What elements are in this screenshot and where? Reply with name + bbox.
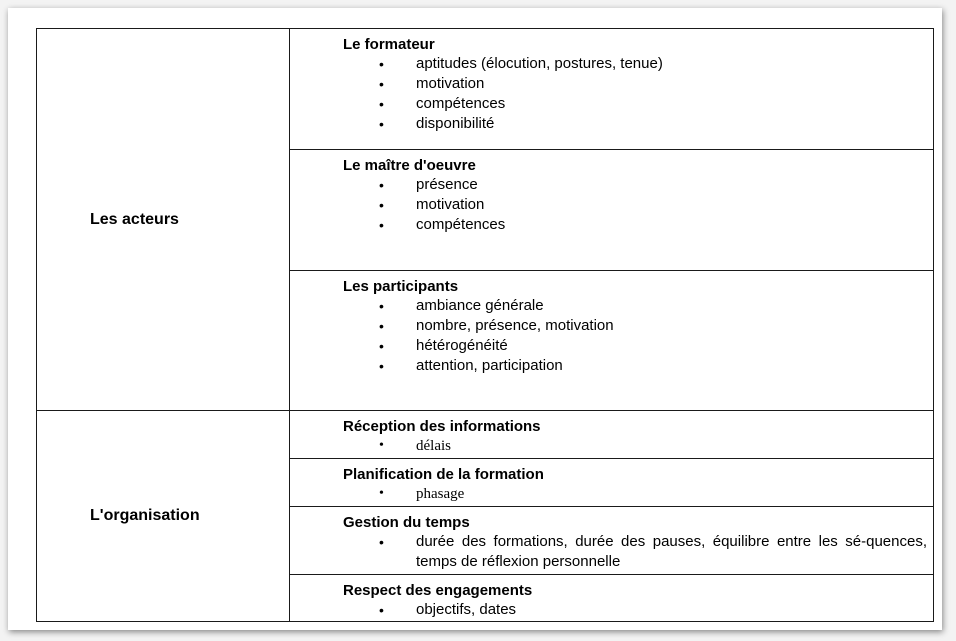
group-cell-planification (290, 459, 934, 507)
group-title: Respect des engagements (343, 582, 533, 599)
table-row (37, 411, 934, 459)
section-label-cell (37, 29, 290, 411)
document-page (8, 8, 942, 630)
list-item: • objectifs, dates (379, 601, 517, 618)
group-cell-reception (290, 411, 934, 459)
list-item: • présence (379, 176, 478, 193)
bullet-icon: • (379, 602, 384, 618)
list-item: • nombre, présence, motivation (379, 317, 614, 334)
list-item: • compétences (379, 216, 506, 233)
group-title: Gestion du temps (343, 514, 470, 531)
list-item: • durée des formations, durée des pauses, équilibre entre les sé-quences, temps de réflexion personnelle (379, 533, 927, 570)
section-label-organisation: L'organisation (90, 507, 200, 524)
table-row (37, 29, 934, 150)
list-item: • phasage (379, 486, 465, 502)
list-item: • compétences (379, 95, 506, 112)
list-item: • hétérogénéité (379, 337, 508, 354)
list-item: • ambiance générale (379, 297, 544, 314)
bullet-icon: • (379, 197, 384, 213)
group-title: Le maître d'oeuvre (343, 157, 476, 174)
bullet-icon: • (379, 56, 384, 72)
list-item: • attention, participation (379, 357, 563, 374)
group-cell-gestion-temps (290, 507, 934, 575)
list-item: • délais (379, 438, 451, 454)
bullet-icon: • (379, 298, 384, 314)
group-cell-formateur (290, 29, 934, 150)
group-cell-participants (290, 271, 934, 411)
group-title: Les participants (343, 278, 459, 295)
group-title: Réception des informations (343, 418, 541, 435)
list-item: • aptitudes (élocution, postures, tenue) (379, 55, 663, 72)
bullet-icon: • (379, 96, 384, 112)
list-item: • motivation (379, 75, 485, 92)
bullet-icon: • (379, 534, 384, 550)
bullet-icon: • (379, 217, 384, 233)
group-title: Le formateur (343, 36, 435, 53)
section-label-cell (37, 411, 290, 622)
list-item: • disponibilité (379, 115, 495, 132)
evaluation-table (36, 28, 934, 622)
bullet-icon: • (379, 486, 384, 501)
group-cell-engagements (290, 575, 934, 622)
bullet-icon: • (379, 318, 384, 334)
group-cell-maitre-oeuvre (290, 150, 934, 271)
bullet-icon: • (379, 438, 384, 453)
bullet-icon: • (379, 358, 384, 374)
bullet-icon: • (379, 177, 384, 193)
bullet-icon: • (379, 338, 384, 354)
section-label-acteurs: Les acteurs (90, 210, 179, 228)
group-title: Planification de la formation (343, 466, 544, 483)
bullet-icon: • (379, 116, 384, 132)
list-item: • motivation (379, 196, 485, 213)
bullet-icon: • (379, 76, 384, 92)
